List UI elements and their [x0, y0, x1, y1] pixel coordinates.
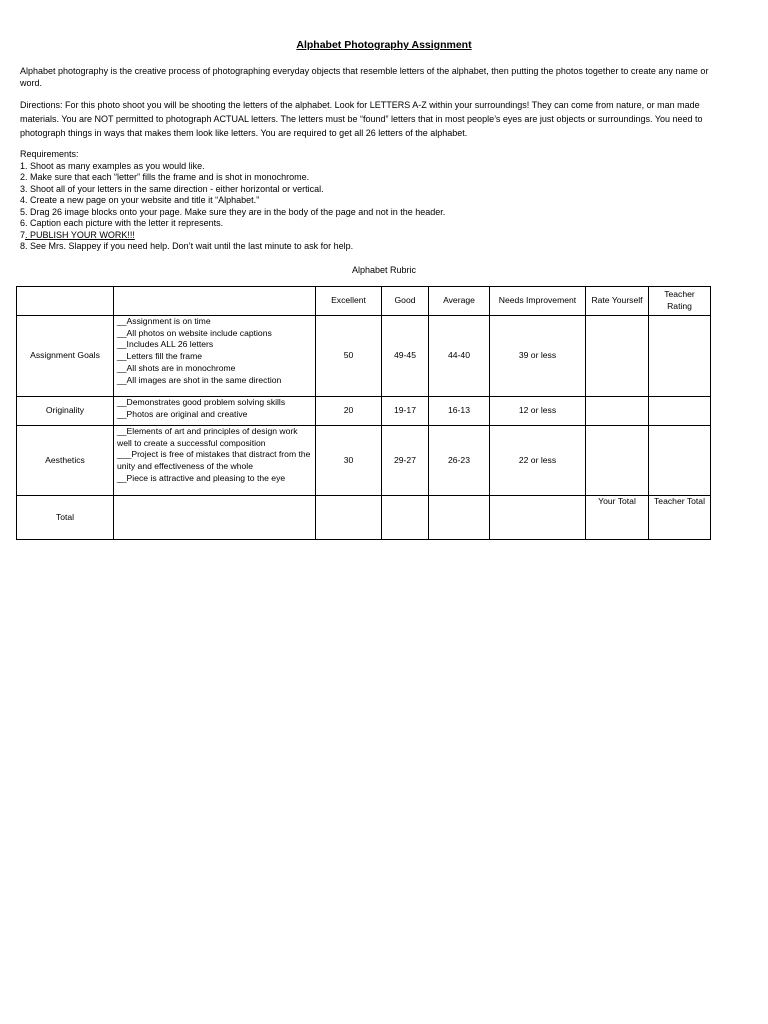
- score-average: 26-23: [429, 426, 490, 496]
- criteria-item: __Photos are original and creative: [117, 408, 248, 419]
- rubric-header-row: [17, 287, 711, 316]
- requirement-item: 3. Shoot all of your letters in the same direction - either horizontal or vertical.: [20, 183, 324, 194]
- criteria-item: __Letters fill the frame: [117, 351, 203, 362]
- requirement-item: 6. Caption each picture with the letter it represents.: [20, 218, 224, 228]
- requirement-item: 2. Make sure that each “letter” fills the frame and is shot in monochrome.: [20, 172, 310, 182]
- document-title: Alphabet Photography Assignment: [296, 39, 472, 51]
- rubric-row-originality: [17, 397, 711, 426]
- score-good: 19-17: [382, 397, 429, 426]
- criteria-cell: [114, 397, 316, 426]
- teacher-rating-cell: [649, 397, 711, 426]
- header-excellent: Excellent: [316, 287, 382, 316]
- score-good: 49-45: [382, 316, 429, 397]
- criteria-item: ___Project is free of mistakes that distract from the unity and effectiveness of the whole: [117, 449, 311, 472]
- rubric-row-total: [17, 496, 711, 540]
- criteria-cell: [114, 426, 316, 496]
- criteria-item: __Demonstrates good problem solving skills: [117, 397, 286, 407]
- criteria-item: __Includes ALL 26 letters: [117, 339, 214, 350]
- score-needs-improvement: 12 or less: [490, 397, 586, 426]
- teacher-total-cell: Teacher Total: [649, 496, 711, 540]
- rate-yourself-cell: [586, 397, 649, 426]
- your-total-cell: Your Total: [586, 496, 649, 540]
- total-blank-cell: [429, 496, 490, 540]
- row-label: Aesthetics: [17, 426, 114, 496]
- intro-paragraph: Alphabet photography is the creative process of photographing everyday objects that resemble letters of the alphabet, then putting the photos together to create any name or word.: [20, 66, 709, 88]
- header-teacher-rating: Teacher Rating: [649, 287, 711, 316]
- publish-your-work-text: . PUBLISH YOUR WORK!!!: [25, 229, 135, 240]
- header-cell-blank: [17, 287, 114, 316]
- total-blank-cell: [490, 496, 586, 540]
- requirements-list: [20, 149, 720, 253]
- header-needs-improvement: Needs Improvement: [490, 287, 586, 316]
- requirement-item: 4. Create a new page on your website and title it “Alphabet.”: [20, 195, 260, 205]
- score-excellent: 20: [316, 397, 382, 426]
- directions-paragraph: Directions: For this photo shoot you will be shooting the letters of the alphabet. Look for LETTERS A-Z within your surroundings! They can come from nature, or man made materials. You are NOT permitted to photograph ACTUAL letters. The letters must be “found” letters that in most people’s eyes are just objects or surroundings. You need to photograph things in ways that makes them look like letters. You are required to get all 26 letters of the alphabet.: [20, 100, 703, 138]
- score-needs-improvement: 39 or less: [490, 316, 586, 397]
- criteria-cell: [114, 316, 316, 397]
- rate-yourself-cell: [586, 316, 649, 397]
- total-blank-cell: [382, 496, 429, 540]
- rate-yourself-cell: [586, 426, 649, 496]
- score-excellent: 30: [316, 426, 382, 496]
- teacher-rating-cell: [649, 316, 711, 397]
- header-good: Good: [382, 287, 429, 316]
- rubric-table: [16, 286, 711, 540]
- score-average: 44-40: [429, 316, 490, 397]
- criteria-item: __Elements of art and principles of design work well to create a successful composition: [117, 426, 298, 448]
- score-excellent: 50: [316, 316, 382, 397]
- criteria-item: __All photos on website include captions: [117, 327, 272, 338]
- score-needs-improvement: 22 or less: [490, 426, 586, 496]
- header-average: Average: [429, 287, 490, 316]
- requirement-item: 1. Shoot as many examples as you would like.: [20, 160, 205, 171]
- teacher-rating-cell: [649, 426, 711, 496]
- criteria-item: __Assignment is on time: [117, 316, 211, 326]
- score-average: 16-13: [429, 397, 490, 426]
- requirement-number: 7: [20, 229, 26, 240]
- rubric-row-aesthetics: [17, 426, 711, 496]
- total-label: Total: [17, 496, 114, 540]
- criteria-item: __All shots are in monochrome: [117, 362, 236, 373]
- requirement-item: 5. Drag 26 image blocks onto your page. Make sure they are in the body of the page and not in the header.: [20, 206, 446, 217]
- rubric-title: Alphabet Rubric: [351, 265, 417, 275]
- requirement-item: 8. See Mrs. Slappey if you need help. Don’t wait until the last minute to ask for help.: [20, 241, 354, 251]
- row-label: Assignment Goals: [17, 316, 114, 397]
- header-cell-blank: [114, 287, 316, 316]
- criteria-item: __Piece is attractive and pleasing to the eye: [117, 472, 286, 483]
- row-label: Originality: [17, 397, 114, 426]
- score-good: 29-27: [382, 426, 429, 496]
- total-blank-cell: [114, 496, 316, 540]
- criteria-item: __All images are shot in the same direction: [117, 374, 282, 385]
- total-blank-cell: [316, 496, 382, 540]
- requirements-heading: Requirements:: [20, 149, 79, 159]
- rubric-row-assignment-goals: [17, 316, 711, 397]
- header-rate-yourself: Rate Yourself: [586, 287, 649, 316]
- requirement-item-7: [20, 230, 720, 242]
